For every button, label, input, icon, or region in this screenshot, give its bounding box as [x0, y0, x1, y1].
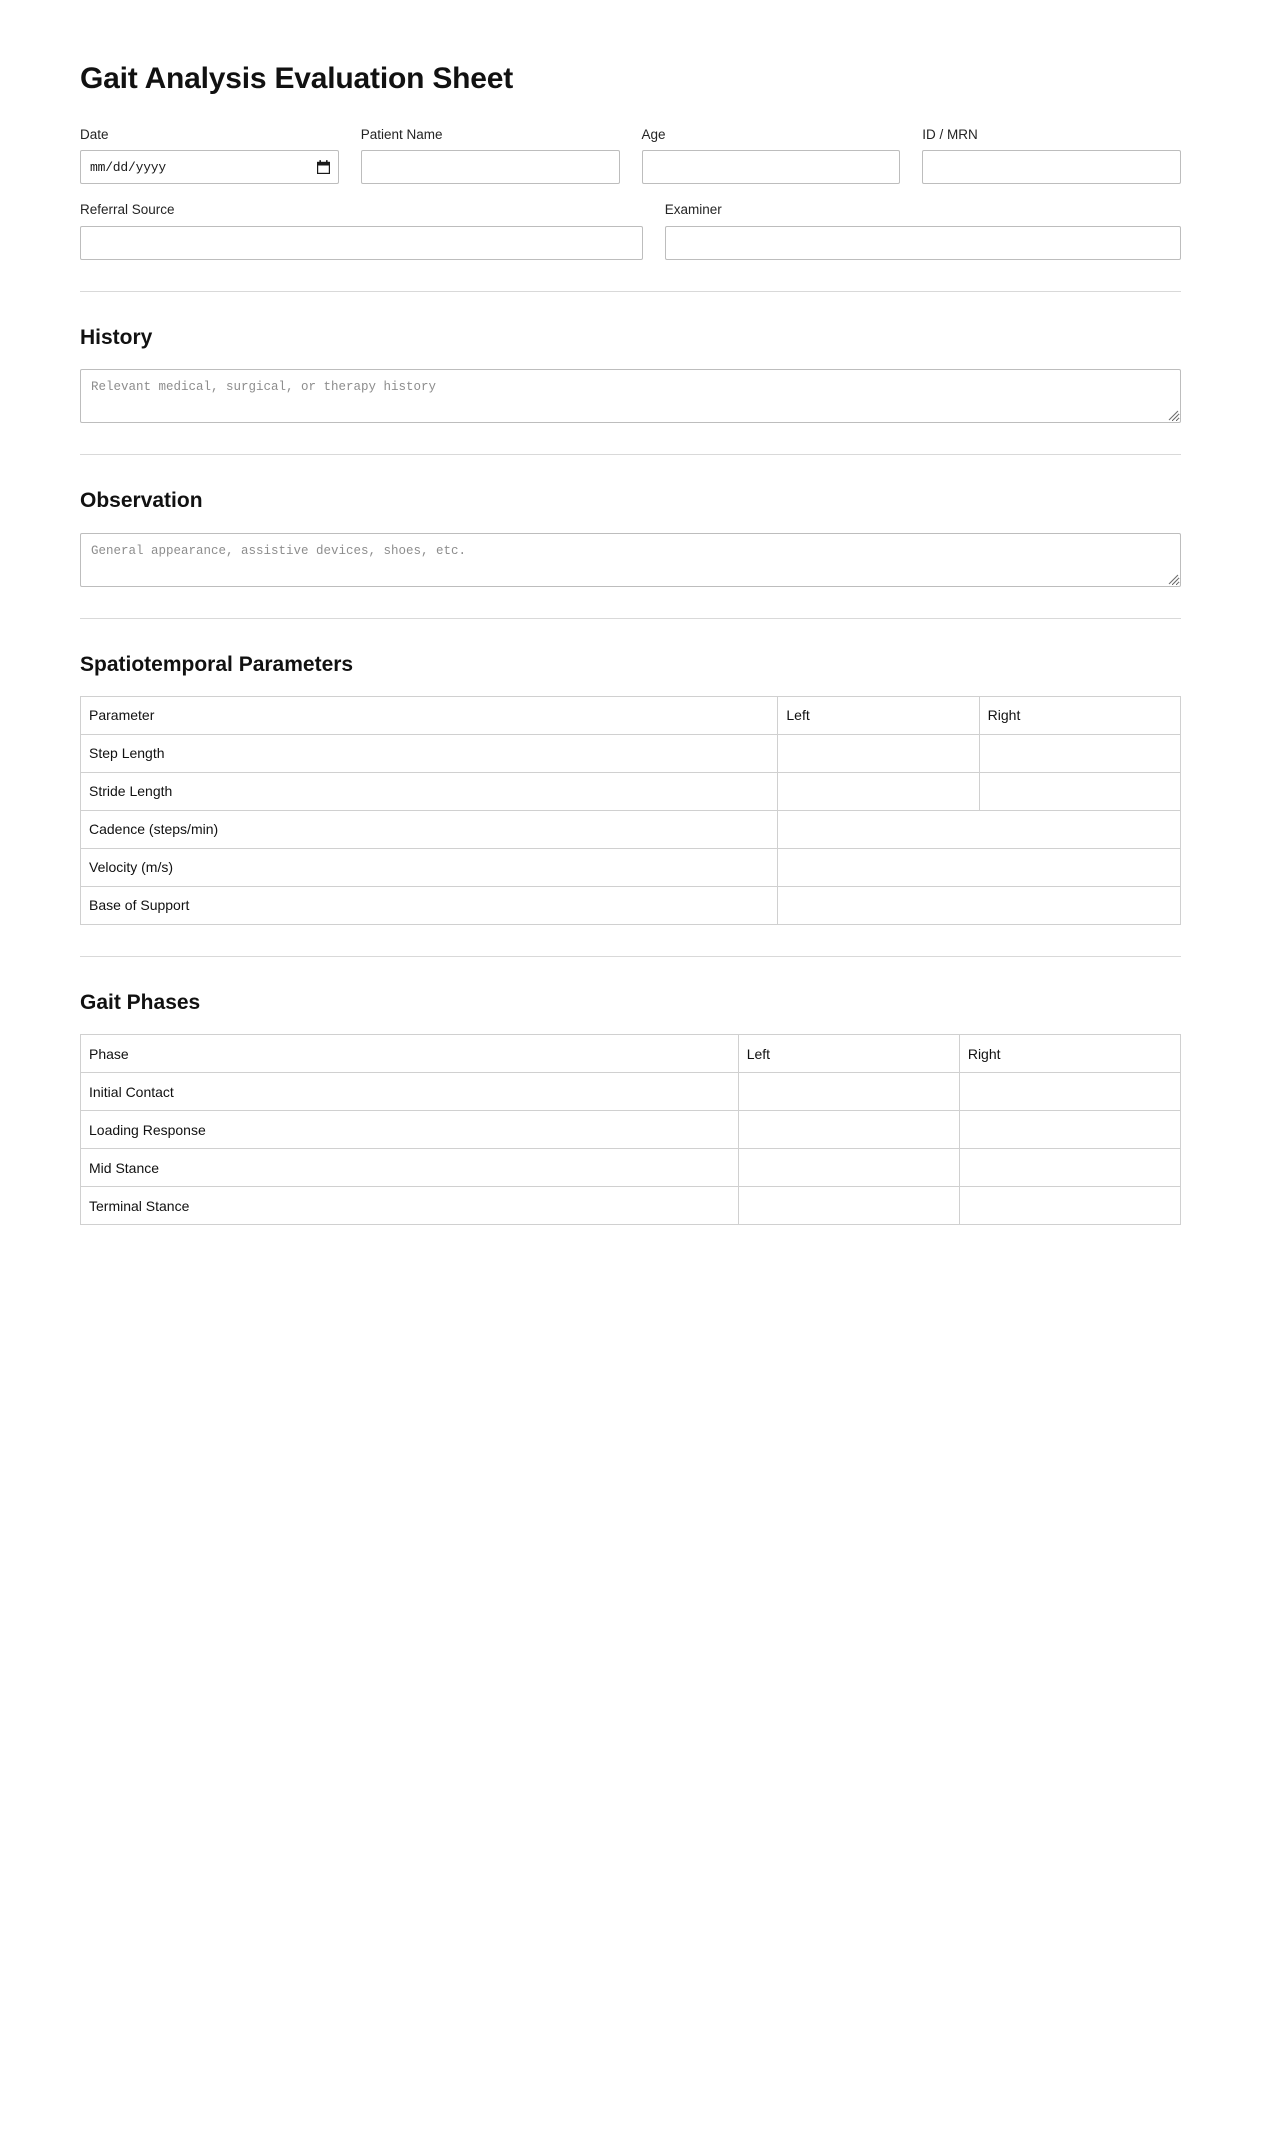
cell-loading-response-right[interactable]: [959, 1111, 1180, 1149]
field-referral-source: [80, 202, 643, 260]
column-header-left: Left: [778, 696, 979, 734]
table-row: [81, 886, 1181, 924]
section-title-gait-phases: Gait Phases: [80, 990, 201, 1014]
field-examiner: [665, 202, 1181, 260]
cell-stride-length-left[interactable]: [778, 772, 979, 810]
row-label-mid-stance: Mid Stance: [81, 1149, 739, 1187]
table-row: [81, 848, 1181, 886]
table-row: [81, 810, 1181, 848]
label-referral-source: Referral Source: [80, 202, 175, 218]
section-title-history: History: [80, 326, 153, 350]
cadence-input[interactable]: [786, 811, 1180, 848]
field-age: [642, 127, 901, 185]
field-date: [80, 127, 339, 185]
column-header-phase: Phase: [81, 1035, 739, 1073]
table-row: [81, 734, 1181, 772]
page-title: Gait Analysis Evaluation Sheet: [80, 62, 514, 95]
label-id-mrn: ID / MRN: [922, 126, 978, 142]
patient-name-input[interactable]: [361, 150, 620, 184]
age-input[interactable]: [642, 150, 901, 184]
section-divider: [80, 618, 1181, 619]
column-header-right: Right: [959, 1035, 1180, 1073]
table-row: [81, 1111, 1181, 1149]
cell-mid-stance-right[interactable]: [959, 1149, 1180, 1187]
loading-response-left-input[interactable]: [747, 1111, 959, 1148]
cell-stride-length-right[interactable]: [979, 772, 1180, 810]
section-divider: [80, 454, 1181, 455]
header-field-row-1: [80, 127, 1181, 185]
referral-source-input[interactable]: [80, 226, 643, 260]
table-row: [81, 772, 1181, 810]
mid-stance-left-input[interactable]: [747, 1149, 959, 1186]
gait-phases-table: [80, 1034, 1181, 1225]
loading-response-right-input[interactable]: [968, 1111, 1180, 1148]
initial-contact-right-input[interactable]: [968, 1073, 1180, 1110]
step-length-right-input[interactable]: [988, 735, 1180, 772]
initial-contact-left-input[interactable]: [747, 1073, 959, 1110]
cell-step-length-right[interactable]: [979, 734, 1180, 772]
row-label-base-of-support: Base of Support: [81, 886, 778, 924]
label-patient-name: Patient Name: [360, 126, 443, 142]
section-gait-phases: [80, 990, 1181, 1225]
table-row: [81, 1149, 1181, 1187]
label-date: Date: [80, 126, 109, 142]
section-divider: [80, 291, 1181, 292]
cell-step-length-left[interactable]: [778, 734, 979, 772]
date-input[interactable]: [80, 150, 339, 184]
history-textarea-wrap: [80, 369, 1181, 423]
spatiotemporal-table: [80, 696, 1181, 925]
row-label-initial-contact: Initial Contact: [81, 1073, 739, 1111]
cell-terminal-stance-right[interactable]: [959, 1187, 1180, 1225]
stride-length-left-input[interactable]: [786, 773, 978, 810]
section-divider: [80, 956, 1181, 957]
terminal-stance-right-input[interactable]: [968, 1187, 1180, 1224]
page-bottom-whitespace: [80, 1225, 1181, 2045]
column-header-parameter: Parameter: [81, 696, 778, 734]
stride-length-right-input[interactable]: [988, 773, 1180, 810]
cell-initial-contact-right[interactable]: [959, 1073, 1180, 1111]
column-header-left: Left: [738, 1035, 959, 1073]
id-mrn-input[interactable]: [922, 150, 1181, 184]
section-spatiotemporal: [80, 652, 1181, 925]
cell-loading-response-left[interactable]: [738, 1111, 959, 1149]
observation-textarea-wrap: [80, 533, 1181, 587]
observation-textarea[interactable]: [80, 533, 1181, 587]
field-patient-name: [361, 127, 620, 185]
row-label-loading-response: Loading Response: [81, 1111, 739, 1149]
table-row: [81, 1073, 1181, 1111]
header-field-row-2: [80, 202, 1181, 260]
row-label-cadence: Cadence (steps/min): [81, 810, 778, 848]
row-label-step-length: Step Length: [81, 734, 778, 772]
column-header-right: Right: [979, 696, 1180, 734]
cell-velocity-value[interactable]: [778, 848, 1181, 886]
row-label-terminal-stance: Terminal Stance: [81, 1187, 739, 1225]
cell-cadence-value[interactable]: [778, 810, 1181, 848]
table-header-row: [81, 1035, 1181, 1073]
cell-base-of-support-value[interactable]: [778, 886, 1181, 924]
row-label-velocity: Velocity (m/s): [81, 848, 778, 886]
examiner-input[interactable]: [665, 226, 1181, 260]
row-label-stride-length: Stride Length: [81, 772, 778, 810]
cell-initial-contact-left[interactable]: [738, 1073, 959, 1111]
field-id-mrn: [922, 127, 1181, 185]
section-observation: [80, 488, 1181, 586]
step-length-left-input[interactable]: [786, 735, 978, 772]
date-input-wrap: [80, 150, 339, 184]
section-title-observation: Observation: [80, 489, 203, 513]
cell-terminal-stance-left[interactable]: [738, 1187, 959, 1225]
history-textarea[interactable]: [80, 369, 1181, 423]
velocity-input[interactable]: [786, 849, 1180, 886]
label-age: Age: [641, 126, 666, 142]
mid-stance-right-input[interactable]: [968, 1149, 1180, 1186]
section-title-spatiotemporal: Spatiotemporal Parameters: [80, 652, 354, 676]
table-header-row: [81, 696, 1181, 734]
cell-mid-stance-left[interactable]: [738, 1149, 959, 1187]
section-history: [80, 325, 1181, 423]
terminal-stance-left-input[interactable]: [747, 1187, 959, 1224]
base-of-support-input[interactable]: [786, 887, 1180, 924]
label-examiner: Examiner: [664, 202, 722, 218]
table-row: [81, 1187, 1181, 1225]
